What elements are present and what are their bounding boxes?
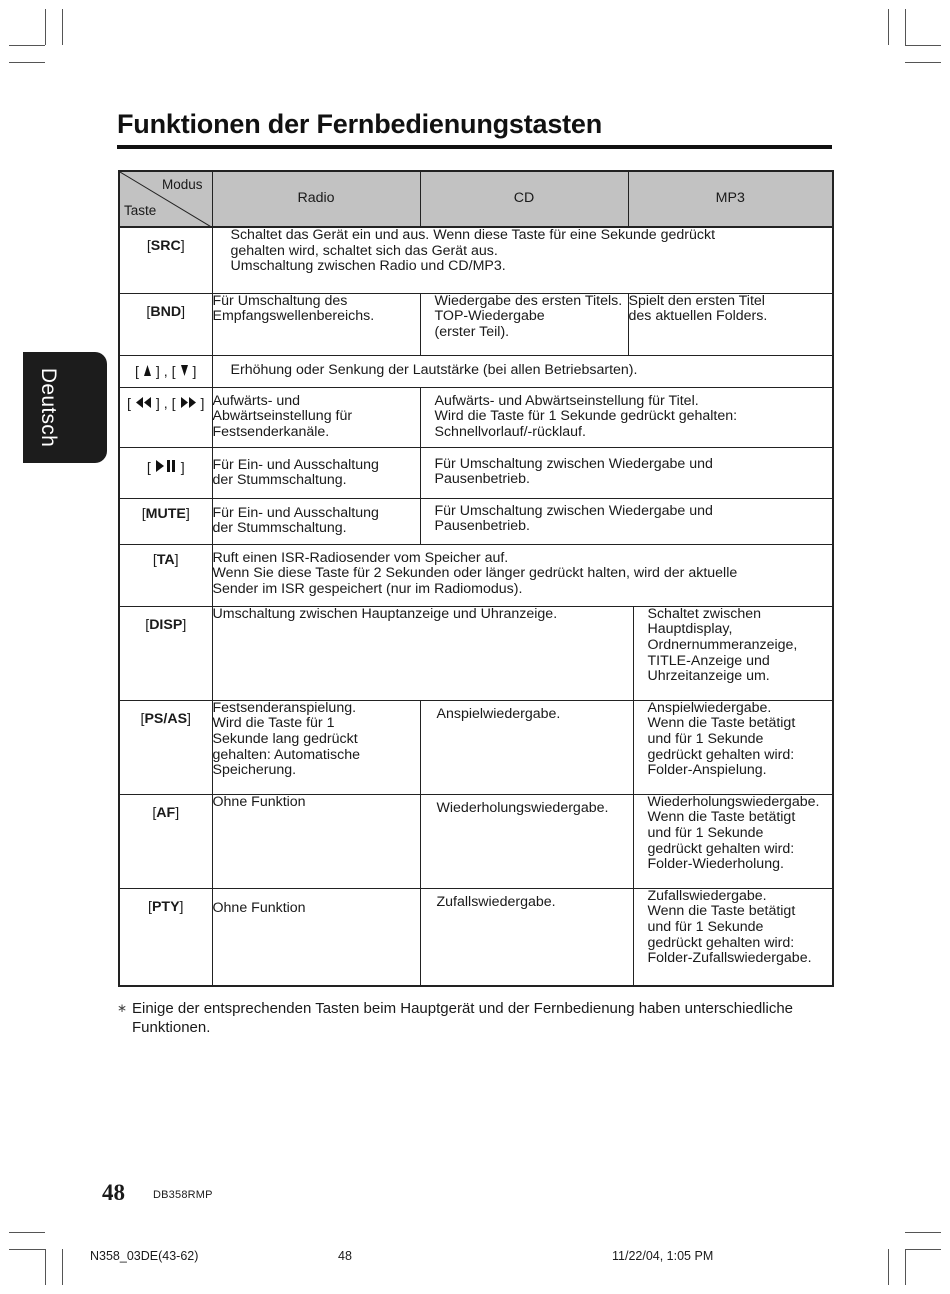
function-text: Für Ein- und Ausschaltung der Stummschaltung. xyxy=(212,504,379,537)
play-pause-icon xyxy=(155,459,177,473)
function-text: Zufallswiedergabe. Wenn die Taste betätigt und für 1 Sekunde gedrückt gehalten wird: Folder-Zufallswiedergabe. xyxy=(647,887,812,967)
bracket: [ xyxy=(135,363,139,380)
corner-header-cell xyxy=(119,171,212,227)
key-cell: [PTY] xyxy=(119,888,212,986)
table-header-row xyxy=(119,171,833,227)
bracket: [ xyxy=(146,459,151,476)
column-header-cd: CD xyxy=(420,171,628,227)
key-label: PTY xyxy=(151,898,180,915)
cd-cell xyxy=(420,293,628,355)
function-text: Schaltet das Gerät ein und aus. Wenn diese Taste für eine Sekunde gedrückt gehalten wird, schaltet sich das Gerät aus. Umschaltung zwischen Radio und CD/MP3. xyxy=(230,227,716,275)
table-row xyxy=(119,544,833,606)
key-cell: [BND] xyxy=(119,293,212,355)
function-text: Erhöhung oder Senkung der Lautstärke (bei allen Betriebsarten). xyxy=(230,361,638,378)
radio-cell xyxy=(212,888,420,986)
cd-cell xyxy=(420,794,633,888)
remote-keys-table xyxy=(118,170,834,987)
cd-cell xyxy=(420,700,633,794)
bracket: ] xyxy=(180,459,185,476)
function-text: Wiederholungswiedergabe. xyxy=(436,799,609,816)
slug-page: 48 xyxy=(338,1249,352,1263)
bracket: ] xyxy=(200,395,205,412)
key-cell xyxy=(119,387,212,447)
table-row xyxy=(119,387,833,447)
bracket: ] xyxy=(192,363,197,380)
crop-mark xyxy=(9,45,45,46)
function-text: Wiederholungswiedergabe. Wenn die Taste betätigt und für 1 Sekunde gedrückt gehalten wird: Folder-Wiederholung. xyxy=(647,793,820,873)
function-text: Für Ein- und Ausschaltung der Stummschaltung. xyxy=(212,456,379,489)
crop-mark xyxy=(888,9,889,45)
key-cell: [SRC] xyxy=(119,227,212,293)
language-label: Deutsch xyxy=(37,367,60,448)
key-label: DISP xyxy=(149,616,183,633)
footnote-asterisk: ∗ xyxy=(117,1001,128,1015)
bracket: ] , [ xyxy=(155,363,176,380)
crop-mark xyxy=(905,1232,941,1233)
mp3-cell xyxy=(633,700,833,794)
key-label: BND xyxy=(150,303,182,320)
mp3-cell xyxy=(633,606,833,700)
function-text: Wiedergabe des ersten Titels. TOP-Wiedergabe (erster Teil). xyxy=(434,292,623,340)
function-text: Schaltet zwischen Hauptdisplay, Ordnernummeranzeige, TITLE-Anzeige und Uhrzeitanzeige um. xyxy=(647,605,798,685)
crop-mark xyxy=(905,1249,906,1285)
cd-cell xyxy=(420,888,633,986)
cd-mp3-cell xyxy=(420,498,833,544)
model-code: DB358RMP xyxy=(153,1189,213,1201)
mp3-cell xyxy=(633,794,833,888)
table-row xyxy=(119,794,833,888)
table-row xyxy=(119,227,833,293)
function-text: Ohne Funktion xyxy=(212,793,306,810)
table-row xyxy=(119,606,833,700)
key-cell xyxy=(119,355,212,387)
key-cell: [TA] xyxy=(119,544,212,606)
function-text: Zufallswiedergabe. xyxy=(436,893,556,910)
crop-mark xyxy=(9,1232,45,1233)
function-text: Spielt den ersten Titel des aktuellen Folders. xyxy=(628,292,768,325)
table-row xyxy=(119,293,833,355)
function-text: Für Umschaltung zwischen Wiedergabe und Pausenbetrieb. xyxy=(434,455,713,488)
crop-mark xyxy=(62,9,63,45)
function-text: Anspielwiedergabe. Wenn die Taste betätigt und für 1 Sekunde gedrückt gehalten wird: Folder-Anspielung. xyxy=(647,699,796,779)
volume-down-icon xyxy=(180,364,189,377)
seek-back-icon xyxy=(135,396,152,409)
key-label: AF xyxy=(156,804,176,821)
bracket: [ xyxy=(127,395,131,412)
crop-mark xyxy=(9,1249,45,1250)
radio-cell xyxy=(212,447,420,498)
mp3-cell xyxy=(628,293,833,355)
radio-cell xyxy=(212,700,420,794)
footnote xyxy=(117,999,837,1037)
function-text: Ruft einen ISR-Radiosender vom Speicher auf. Wenn Sie diese Taste für 2 Sekunden oder länger gedrückt halten, wird der aktuelle Sender im ISR gespeichert (nur im Radiomodus). xyxy=(212,549,738,597)
corner-key-label: Taste xyxy=(124,203,157,219)
seek-forward-icon xyxy=(180,396,197,409)
table-row xyxy=(119,888,833,986)
key-cell xyxy=(119,447,212,498)
radio-cell xyxy=(212,794,420,888)
function-text: Für Umschaltung zwischen Wiedergabe und Pausenbetrieb. xyxy=(434,502,713,535)
bracket: ] , [ xyxy=(155,395,176,412)
cd-mp3-cell xyxy=(420,387,833,447)
table-row xyxy=(119,447,833,498)
table-row xyxy=(119,355,833,387)
key-label: MUTE xyxy=(145,505,186,522)
page-number: 48 xyxy=(102,1180,125,1205)
crop-mark xyxy=(45,1249,46,1285)
corner-mode-label: Modus xyxy=(161,177,203,192)
footnote-text: Einige der entsprechenden Tasten beim Hauptgerät und der Fernbedienung haben unterschiedliche Funktionen. xyxy=(132,1000,794,1036)
table-row xyxy=(119,700,833,794)
crop-mark xyxy=(888,1249,889,1285)
radio-cell xyxy=(212,387,420,447)
key-cell: [PS/AS] xyxy=(119,700,212,794)
volume-up-icon xyxy=(143,364,152,377)
crop-mark xyxy=(905,1249,941,1250)
title-rule xyxy=(117,145,832,149)
function-text: Aufwärts- und Abwärtseinstellung für Titel. Wird die Taste für 1 Sekunde gedrückt gehalten: Schnellvorlauf/-rücklauf. xyxy=(434,392,738,440)
key-cell: [DISP] xyxy=(119,606,212,700)
key-label: PS/AS xyxy=(144,710,188,727)
crop-mark xyxy=(905,62,941,63)
function-cell xyxy=(212,355,833,387)
key-cell: [MUTE] xyxy=(119,498,212,544)
cd-mp3-cell xyxy=(420,447,833,498)
function-text: Anspielwiedergabe. xyxy=(436,705,561,722)
column-header-radio: Radio xyxy=(212,171,420,227)
radio-cd-cell xyxy=(212,606,633,700)
function-cell xyxy=(212,544,833,606)
mp3-cell xyxy=(633,888,833,986)
radio-cell xyxy=(212,498,420,544)
radio-cell xyxy=(212,293,420,355)
key-label: SRC xyxy=(150,238,181,254)
crop-mark xyxy=(45,9,46,45)
function-cell xyxy=(212,227,833,293)
table-row xyxy=(119,498,833,544)
crop-mark xyxy=(905,9,906,45)
column-header-mp3: MP3 xyxy=(628,171,833,227)
crop-mark xyxy=(905,45,941,46)
key-cell: [AF] xyxy=(119,794,212,888)
crop-mark xyxy=(62,1249,63,1285)
function-text: Ohne Funktion xyxy=(212,899,306,916)
crop-mark xyxy=(9,62,45,63)
function-text: Aufwärts- und Abwärtseinstellung für Festsenderkanäle. xyxy=(212,392,353,440)
function-text: Umschaltung zwischen Hauptanzeige und Uhranzeige. xyxy=(212,605,558,622)
slug-timestamp: 11/22/04, 1:05 PM xyxy=(612,1249,714,1263)
page-title: Funktionen der Fernbedienungstasten xyxy=(117,109,603,139)
function-text: Für Umschaltung des Empfangswellenbereichs. xyxy=(212,292,375,325)
language-side-tab xyxy=(23,352,107,463)
key-label: TA xyxy=(156,551,175,568)
function-text: Festsenderanspielung. Wird die Taste für 1 Sekunde lang gedrückt gehalten: Automatische Speicherung. xyxy=(212,699,360,779)
slug-file-name: N358_03DE(43-62) xyxy=(90,1249,199,1263)
